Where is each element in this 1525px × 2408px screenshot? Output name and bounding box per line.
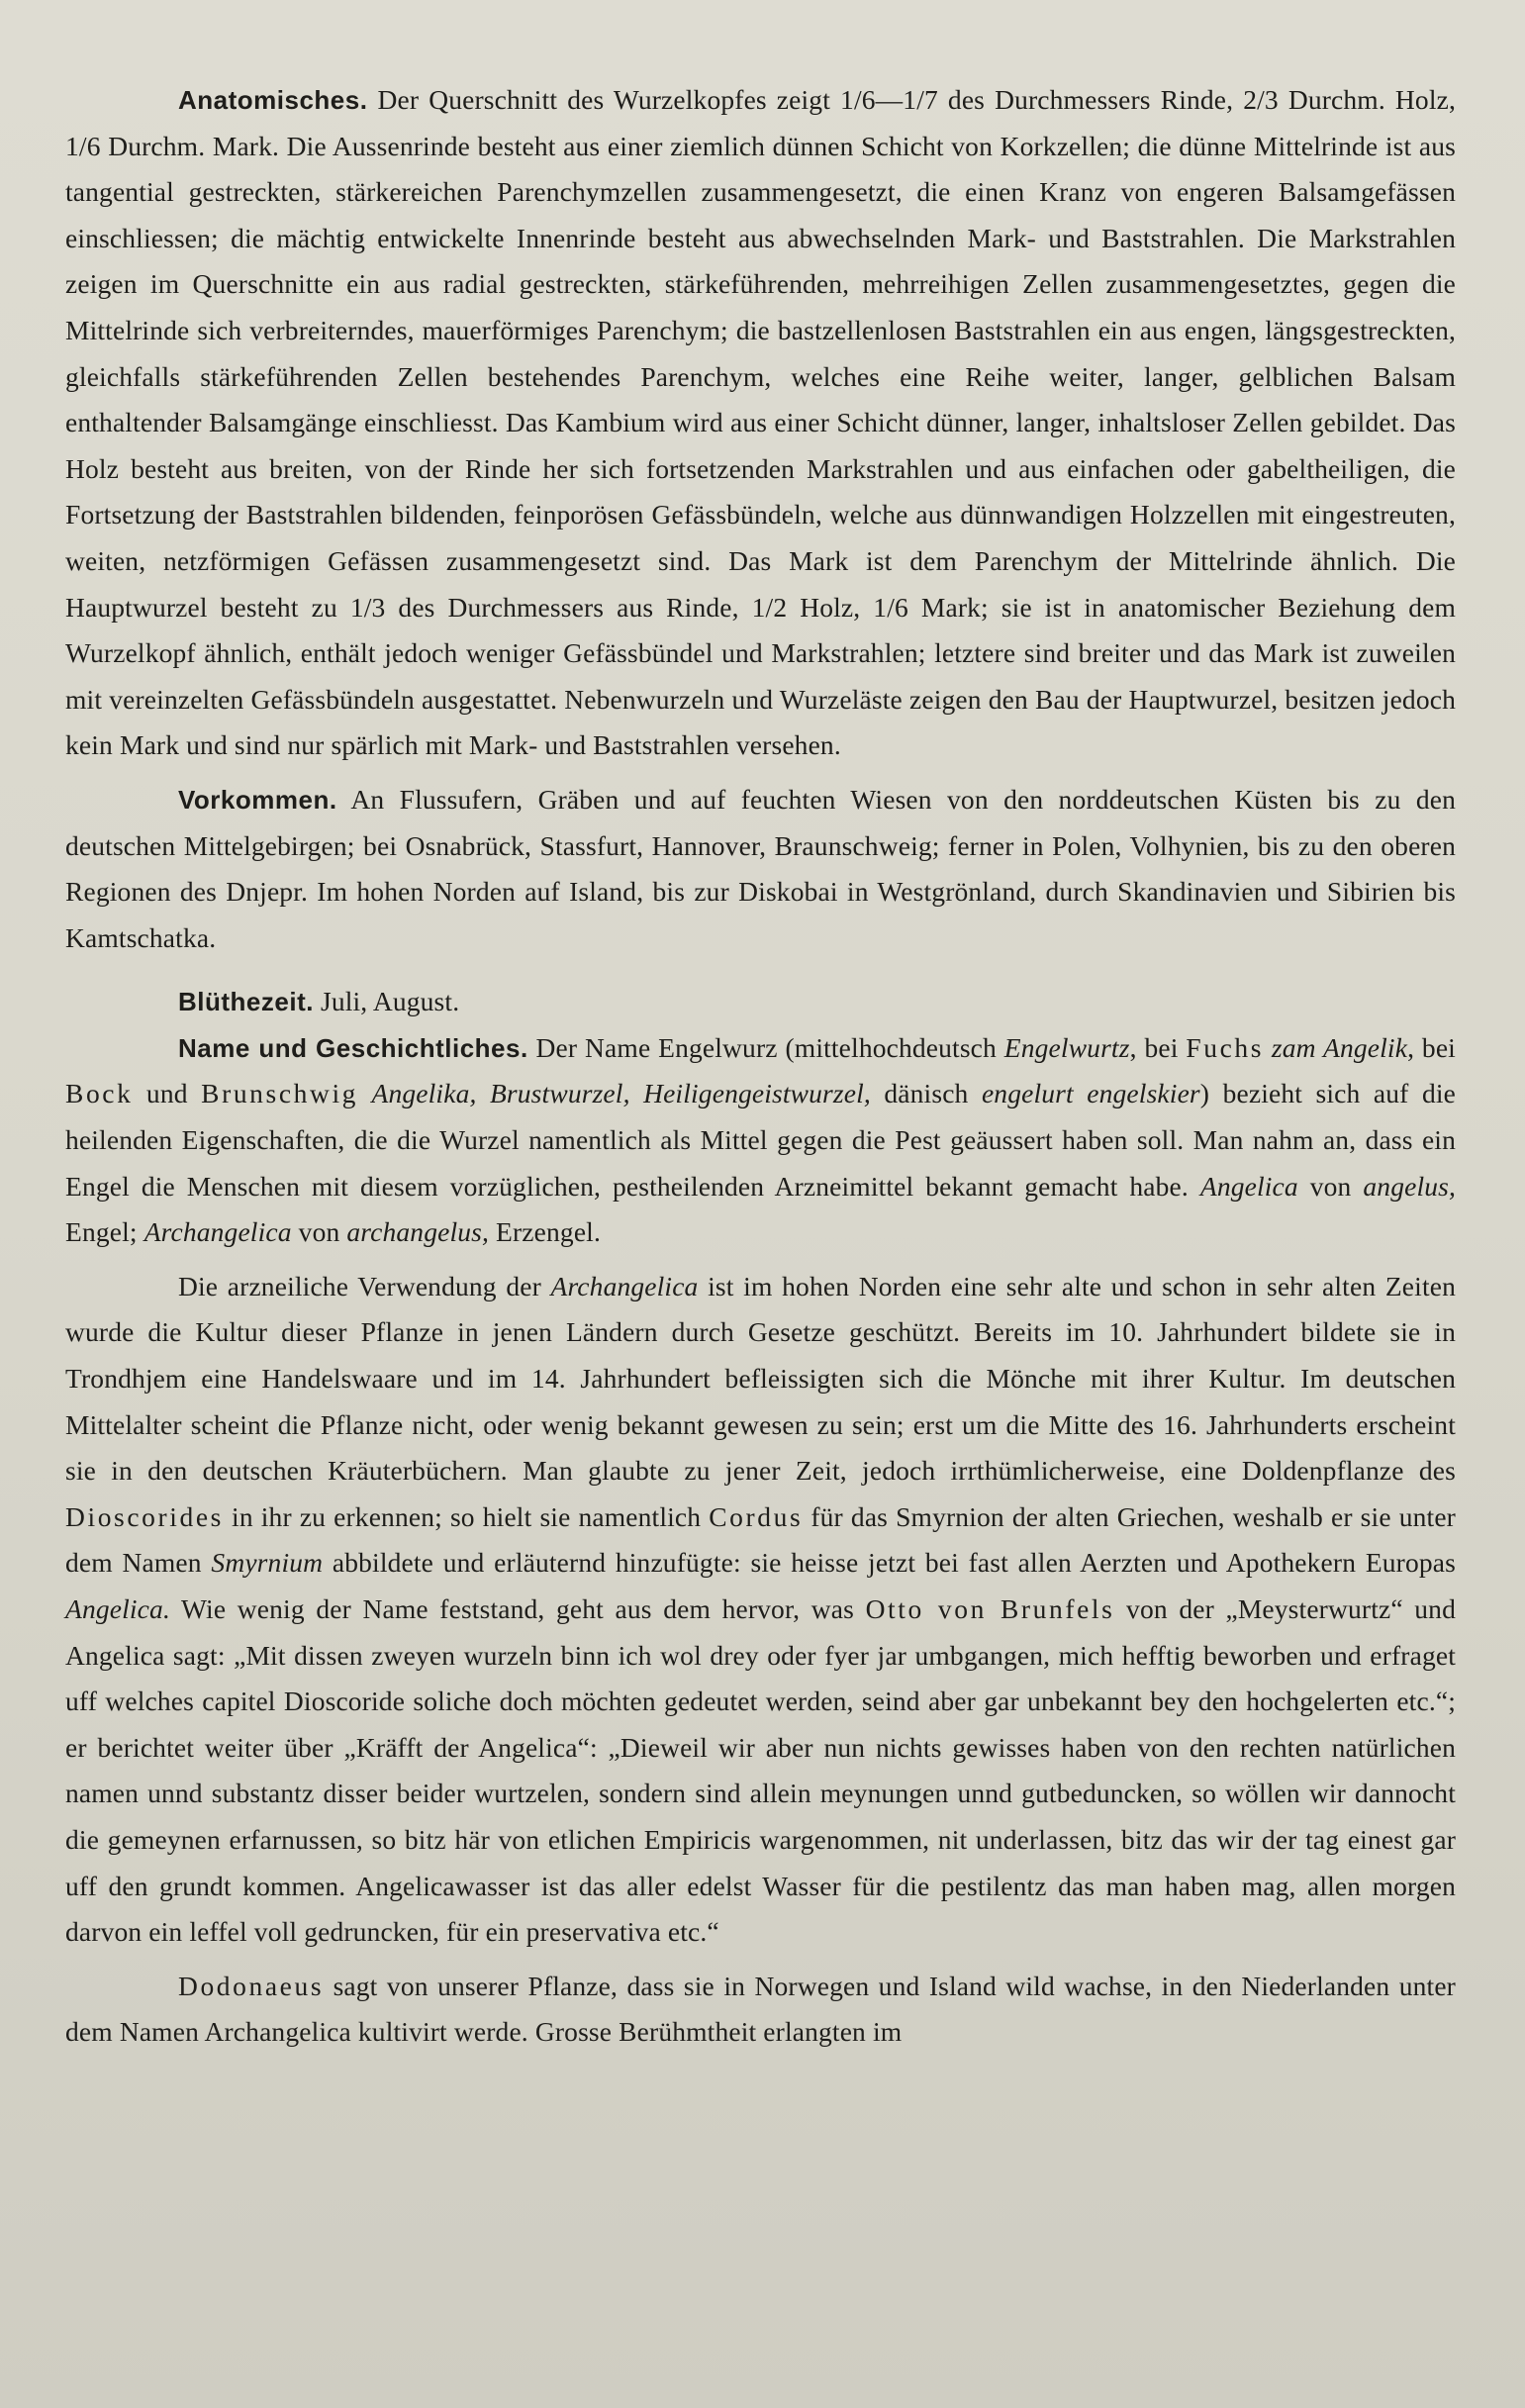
fraction: 2/3	[1243, 84, 1279, 115]
heading-occurrence: Vorkommen.	[178, 784, 337, 815]
heading-flowering: Blüthezeit.	[178, 987, 314, 1017]
paragraph-name-history: Name und Geschichtliches. Der Name Engelwurz (mittelhochdeutsch Engelwurtz, bei Fuchs zam Angelik, bei Bock und Brunschwig Angelika, Brustwurzel, Heiligengeistwurzel, dänisch engelurt engelskier) bezieht sich auf die heilenden Eigenschaften, die die Wurzel namentlich als Mittel gegen die Pest geäussert haben soll. Man nahm an, dass ein Engel die Menschen mit diesem vorzüglichen, pestheilenden Arzneimittel bekannt gemacht habe. Angelica von angelus, Engel; Archangelica von archangelus, Erzengel.	[65, 1031, 1457, 1248]
fraction: 1/2	[751, 591, 788, 623]
fraction: 1/3	[349, 591, 386, 623]
fraction: 1/6	[65, 130, 101, 161]
author-name: Bock	[65, 1078, 134, 1109]
fraction: 1/7	[903, 84, 938, 115]
author-name: Dodonaeus	[178, 1970, 325, 2001]
paragraph-flowering: Blüthezeit. Juli, August.	[178, 986, 460, 1017]
fraction: 1/6	[873, 591, 908, 623]
heading-anatomy: Anatomisches.	[178, 85, 368, 115]
author-name: Dioscorides	[65, 1500, 224, 1532]
author-name: Cordus	[709, 1500, 804, 1532]
paragraph-dodonaeus: Dodonaeus sagt von unserer Pflanze, dass sie in Norwegen und Island wild wachse, in den Niederlanden unter dem Namen Archangelica kultivirt werde. Grosse Berühmtheit erlangten im	[65, 1970, 1456, 2048]
paragraph-usage: Die arzneiliche Verwendung der Archangelica ist im hohen Norden eine sehr alte und schon in sehr alten Zeiten wurde die Kultur dieser Pflanze in jenen Ländern durch Gesetze geschützt. Bereits im 10. Jahrhundert bildete sie in Trondhjem eine Handelswaare und im 14. Jahrhundert befleissigten sich die Mönche mit ihrer Kultur. Im deutschen Mittelalter scheint die Pflanze nicht, oder wenig bekannt gewesen zu sein; erst um die Mitte des 16. Jahrhunderts erscheint sie in den deutschen Kräuterbüchern. Man glaubte zu jener Zeit, jedoch irrthümlicherweise, eine Doldenpflanze des Dioscorides in ihr zu erkennen; so hielt sie namentlich Cordus für das Smyrnion der alten Griechen, weshalb er sie unter dem Namen Smyrnium abbildete und erläuternd hinzufügte: sie heisse jetzt bei fast allen Aerzten und Apothekern Europas Angelica. Wie wenig der Name feststand, geht aus dem hervor, was Otto von Brunfels von der „Meysterwurtz“ und Angelica sagt: „Mit dissen zweyen wurzeln binn ich wol drey oder fyer jar umbgangen, mich hefftig beworben und erfraget uff welches capitel Dioscoride soliche doch möchten gedeutet werden, seind aber gar unbekannt bey den hochgelerten etc.“; er berichtet weiter über „Kräfft der Angelica“: „Dieweil wir aber nun nichts gewisses haben von den rechten natürlichen namen unnd substantz disser beider wurtzelen, sondern sind allein meynungen unnd gutbeduncken, so wöllen wir dannocht die gemeynen erfarnussen, so bitz här von etlichen Empiricis wargenommen, nit underlassen, bitz das wir der tag einest gar uff den grundt kommen. Angelicawasser ist das aller edelst Wasser für die pestilentz das man haben mag, allen morgen darvon ein leffel voll gedruncken, für ein preservativa etc.“	[65, 1270, 1456, 1948]
author-name: Fuchs	[1186, 1031, 1265, 1063]
paragraph-anatomy: Anatomisches. Der Querschnitt des Wurzelkopfes zeigt 1/6—1/7 des Durchmessers Rinde, 2/3 Durchm. Holz, 1/6 Durchm. Mark. Die Aussenrinde besteht aus einer ziemlich dünnen Schicht von Korkzellen; die dünne Mittelrinde ist aus tangential gestreckten, stärkereichen Parenchymzellen zusammengesetzt, die einen Kranz von engeren Balsamgefässen einschliessen; die mächtig entwickelte Innenrinde besteht aus abwechselnden Mark- und Baststrahlen. Die Markstrahlen zeigen im Querschnitte ein aus radial gestreckten, stärkeführenden, mehrreihigen Zellen zusammengesetztes, gegen die Mittelrinde sich verbreiterndes, mauerförmiges Parenchym; die bastzellenlosen Baststrahlen ein aus engen, längsgestreckten, gleichfalls stärkeführenden Zellen bestehendes Parenchym, welches eine Reihe weiter, langer, gelblichen Balsam enthaltender Balsamgänge einschliesst. Das Kambium wird aus einer Schicht dünner, langer, inhaltsloser Zellen gebildet. Das Holz besteht aus breiten, von der Rinde her sich fortsetzenden Markstrahlen und aus einfachen oder gabeltheiligen, die Fortsetzung der Baststrahlen bildenden, feinporösen Gefässbündeln, welche aus dünnwandigen Holzzellen mit eingestreuten, weiten, netzförmigen Gefässen zusammengesetzt sind. Das Mark ist dem Parenchym der Mittelrinde ähnlich. Die Hauptwurzel besteht zu 1/3 des Durchmessers aus Rinde, 1/2 Holz, 1/6 Mark; sie ist in anatomischer Beziehung dem Wurzelkopf ähnlich, enthält jedoch weniger Gefässbündel und Markstrahlen; letztere sind breiter und das Mark ist zuweilen mit vereinzelten Gefässbündeln ausgestattet. Nebenwurzeln und Wurzeläste zeigen den Bau der Hauptwurzel, besitzen jedoch kein Mark und sind nur spärlich mit Mark- und Baststrahlen versehen.	[65, 84, 1457, 761]
paragraph-occurrence: Vorkommen. An Flussufern, Gräben und auf feuchten Wiesen von den norddeutschen Küsten bis zu den deutschen Mittelgebirgen; bei Osnabrück, Stassfurt, Hannover, Braunschweig; ferner in Polen, Volhynien, bis zu den oberen Regionen des Dnjepr. Im hohen Norden auf Island, bis zur Diskobai in Westgrönland, durch Skandinavien und Sibirien bis Kamtschatka.	[65, 783, 1456, 953]
author-name: Otto von Brunfels	[865, 1593, 1115, 1624]
fraction: 1/6	[840, 84, 876, 115]
heading-name-history: Name und Geschichtliches.	[178, 1032, 528, 1063]
author-name: Brunschwig	[201, 1078, 359, 1109]
